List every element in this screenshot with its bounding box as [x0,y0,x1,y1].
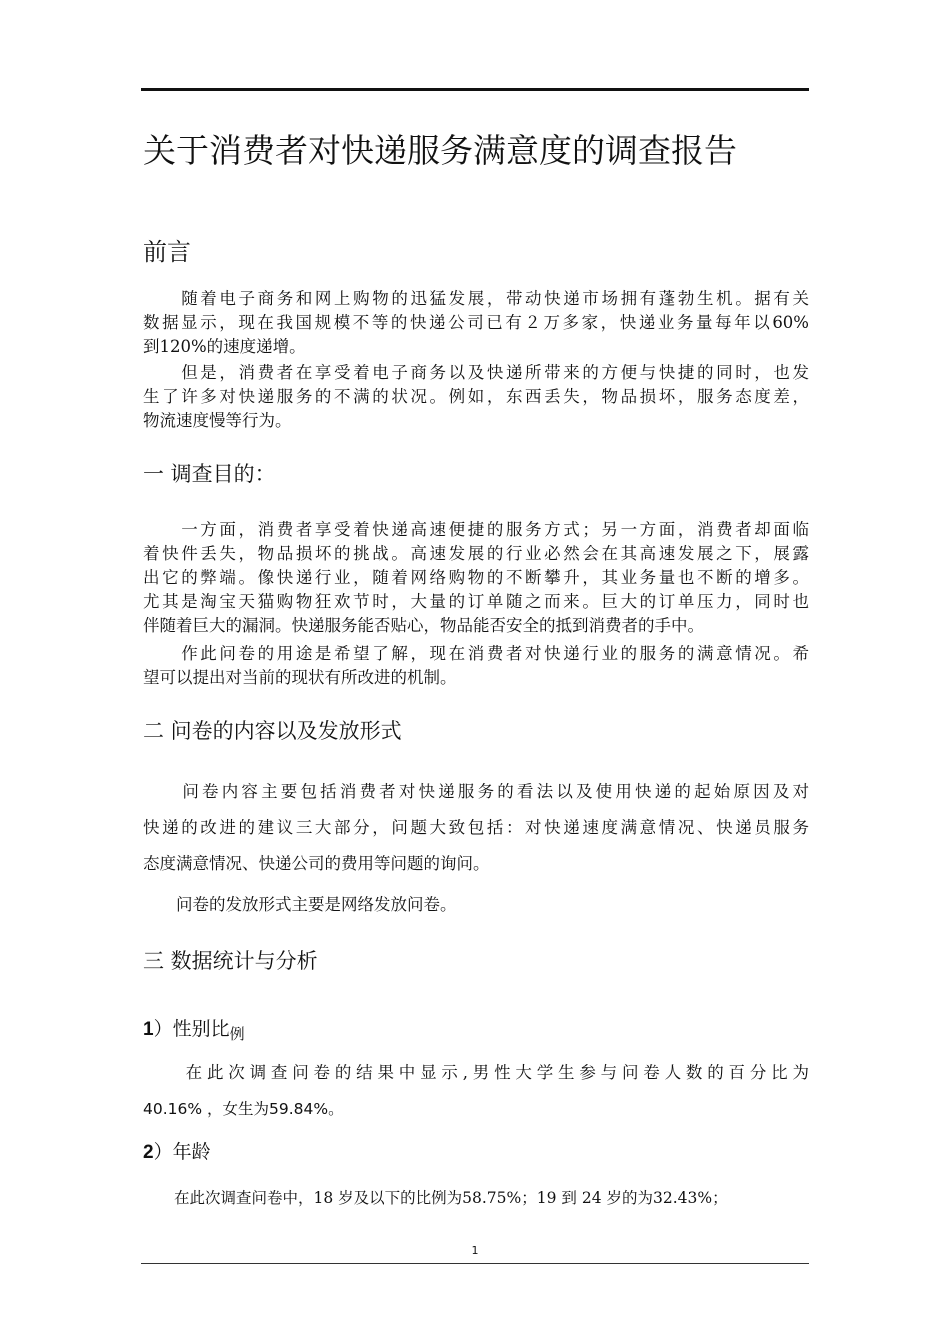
text-line: 态度满意情况、快递公司的费用等问题的询问。 [143,854,490,873]
text-line: 问卷的发放形式主要是网络发放问卷。 [143,895,457,914]
text-line: 在此次调查问卷的结果中显示,男性大学生参与问卷人数的百分比为 [143,1063,809,1082]
section-2-heading: 二 问卷的内容以及发放形式 [143,719,402,743]
section-3-heading: 三 数据统计与分析 [143,949,318,973]
preface-paragraph-2 [143,361,809,433]
text-line: 一方面，消费者享受着快递高速便捷的服务方式；另一方面，消费者却面临 [143,520,809,539]
text-line: 问卷内容主要包括消费者对快递服务的看法以及使用快递的起始原因及对 [143,782,809,801]
subsection-1-paragraph [143,1055,809,1127]
text-line: 40.16% ，女生为59.84%。 [143,1100,344,1118]
subsection-label-small: 例 [229,1025,245,1043]
footer-rule [141,1263,809,1264]
text-line: 数据显示，现在我国规模不等的快递公司已有２万多家，快递业务量每年以60% [143,313,809,332]
text-line: 伴随着巨大的漏洞。快递服务能否贴心，物品能否安全的抵到消费者的手中。 [143,616,704,635]
text-line: 出它的弊端。像快递行业，随着网络购物的不断攀升，其业务量也不断的增多。 [143,568,809,587]
text-line: 在此次调查问卷中，18 岁及以下的比例为58.75%；19 到 24 岁的为32.43%； [143,1189,728,1207]
text-line: 随着电子商务和网上购物的迅猛发展，带动快递市场拥有蓬勃生机。据有关 [143,289,809,308]
text-line: 生了许多对快递服务的不满的状况。例如，东西丢失，物品损坏，服务态度差， [143,387,809,406]
header-rule [141,88,809,91]
subsection-label: ）性别比 [153,1018,230,1040]
preface-paragraph-1 [143,287,809,359]
subsection-label: ）年龄 [153,1141,211,1163]
section-1-heading: 一 调查目的： [143,462,276,486]
text-line: 到120%的速度递增。 [143,337,306,356]
section-2-paragraph-2 [143,887,809,923]
section-1-paragraph-2 [143,642,809,690]
section-1-paragraph-1 [143,518,809,638]
subsection-1-heading [143,1014,245,1041]
text-line: 望可以提出对当前的现状有所改进的机制。 [143,668,457,687]
section-2-paragraph-1 [143,774,809,882]
page-title: 关于消费者对快递服务满意度的调查报告 [143,131,737,170]
text-line: 快递的改进的建议三大部分，问题大致包括：对快递速度满意情况、快递员服务 [143,818,809,837]
preface-heading: 前言 [143,238,191,266]
text-line: 作此问卷的用途是希望了解，现在消费者对快递行业的服务的满意情况。希 [143,644,809,663]
text-line: 物流速度慢等行为。 [143,411,292,430]
subsection-number: 2 [143,1142,154,1163]
subsection-number: 1 [143,1019,154,1040]
text-line: 尤其是淘宝天猫购物狂欢节时，大量的订单随之而来。巨大的订单压力，同时也 [143,592,809,611]
subsection-2-paragraph [143,1180,809,1216]
text-line: 着快件丢失，物品损坏的挑战。高速发展的行业必然会在其高速发展之下，展露 [143,544,809,563]
subsection-2-heading [143,1137,211,1164]
text-line: 但是，消费者在享受着电子商务以及快递所带来的方便与快捷的同时，也发 [143,363,809,382]
page-number: 1 [471,1244,479,1257]
